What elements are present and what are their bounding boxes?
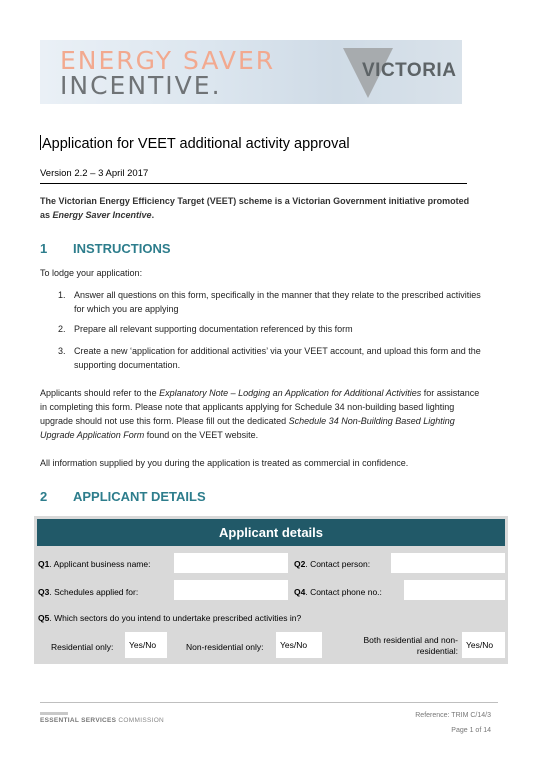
list-item-number: 1. xyxy=(58,290,66,300)
list-item-number: 3. xyxy=(58,346,66,356)
section-2-number: 2 xyxy=(40,489,48,504)
contact-person-field[interactable] xyxy=(391,553,505,573)
list-item xyxy=(58,322,488,336)
q2-label xyxy=(294,559,370,569)
both-sectors-field[interactable]: Yes/No xyxy=(462,632,505,658)
para-text: Applicants should refer to the xyxy=(40,388,160,398)
title-divider xyxy=(40,183,467,184)
q5-label xyxy=(38,613,301,623)
q5-number: Q5 xyxy=(38,613,50,623)
both-sectors-label xyxy=(334,635,458,657)
both-sectors-label-line-1: Both residential and non- xyxy=(363,635,458,645)
intro-text-a: The Victorian Energy Efficiency Target (VEET) scheme is a Victorian Government initiative promoted as xyxy=(40,196,470,220)
list-item xyxy=(58,288,488,314)
explanatory-paragraph xyxy=(40,386,485,442)
q2-text: . Contact person: xyxy=(305,559,371,569)
list-item-text: Create a new ‘application for additional activities’ via your VEET account, and upload this form and the supporting documentation. xyxy=(74,346,481,370)
q3-text: . Schedules applied for: xyxy=(49,587,139,597)
victoria-logo-text: VICTORIA xyxy=(362,60,457,81)
residential-only-label: Residential only: xyxy=(51,642,114,652)
non-residential-only-field[interactable]: Yes/No xyxy=(276,632,322,658)
confidentiality-paragraph: All information supplied by you during the application is treated as commercial in confidence. xyxy=(40,458,409,468)
q3-label xyxy=(38,587,138,597)
banner-line-2: INCENTIVE. xyxy=(60,71,222,100)
schedule-34-form-reference: Schedule 34 Non-Building Based Lighting Upgrade Application Form xyxy=(40,416,455,440)
intro-paragraph xyxy=(40,194,480,222)
section-1-heading xyxy=(40,241,171,256)
para-text: for assistance in completing this form. Please note that applicants applying for Schedule 34 non-building based lighting upgrade should not use this form. Please fill out the dedicated xyxy=(40,388,480,426)
section-2-heading xyxy=(40,489,206,504)
list-item-text: Prepare all relevant supporting documentation referenced by this form xyxy=(74,324,353,334)
q5-text: . Which sectors do you intend to undertake prescribed activities in? xyxy=(49,613,302,623)
residential-only-field[interactable]: Yes/No xyxy=(125,632,167,658)
page-number: Page 1 of 14 xyxy=(451,727,491,734)
schedules-field[interactable] xyxy=(174,580,288,600)
version-line: Version 2.2 – 3 April 2017 xyxy=(40,168,149,179)
banner-line-1: ENERGY SAVER xyxy=(60,46,276,75)
q3-number: Q3 xyxy=(38,587,50,597)
explanatory-note-reference: Explanatory Note – Lodging an Application for Additional Activities xyxy=(159,388,422,398)
q4-number: Q4 xyxy=(294,587,306,597)
form-header: Applicant details xyxy=(37,519,505,546)
esc-logo-icon xyxy=(40,712,68,715)
document-title[interactable] xyxy=(40,135,350,152)
footer-divider xyxy=(40,702,498,703)
section-1-title: INSTRUCTIONS xyxy=(73,241,171,256)
contact-phone-field[interactable] xyxy=(404,580,505,600)
list-item-text: Answer all questions on this form, specifically in the manner that they relate to the prescribed activities for which you are applying xyxy=(74,290,481,314)
q1-text: . Applicant business name: xyxy=(49,559,151,569)
applicant-details-form xyxy=(34,516,508,664)
document-title-text: Application for VEET additional activity approval xyxy=(42,136,350,152)
esc-logo-text xyxy=(40,717,164,724)
q1-label xyxy=(38,559,150,569)
section-1-number: 1 xyxy=(40,241,48,256)
text-cursor xyxy=(40,135,41,150)
instructions-lead: To lodge your application: xyxy=(40,268,143,278)
q1-number: Q1 xyxy=(38,559,50,569)
non-residential-only-label: Non-residential only: xyxy=(186,642,264,652)
q4-label xyxy=(294,587,382,597)
q2-number: Q2 xyxy=(294,559,306,569)
reference-number: Reference: TRIM C/14/3 xyxy=(415,712,491,719)
q4-text: . Contact phone no.: xyxy=(305,587,382,597)
para-text: found on the VEET website. xyxy=(144,430,259,440)
business-name-field[interactable] xyxy=(174,553,288,573)
esc-logo-rest: COMMISSION xyxy=(116,717,165,724)
list-item-number: 2. xyxy=(58,324,66,334)
both-sectors-label-line-2: residential: xyxy=(416,646,458,656)
energy-saver-banner xyxy=(40,40,462,104)
esc-logo-bold: ESSENTIAL SERVICES xyxy=(40,717,117,724)
intro-text-c: . xyxy=(151,210,155,220)
section-2-title: APPLICANT DETAILS xyxy=(73,489,206,504)
intro-text-italic: Energy Saver Incentive xyxy=(52,210,152,220)
list-item xyxy=(58,344,488,370)
